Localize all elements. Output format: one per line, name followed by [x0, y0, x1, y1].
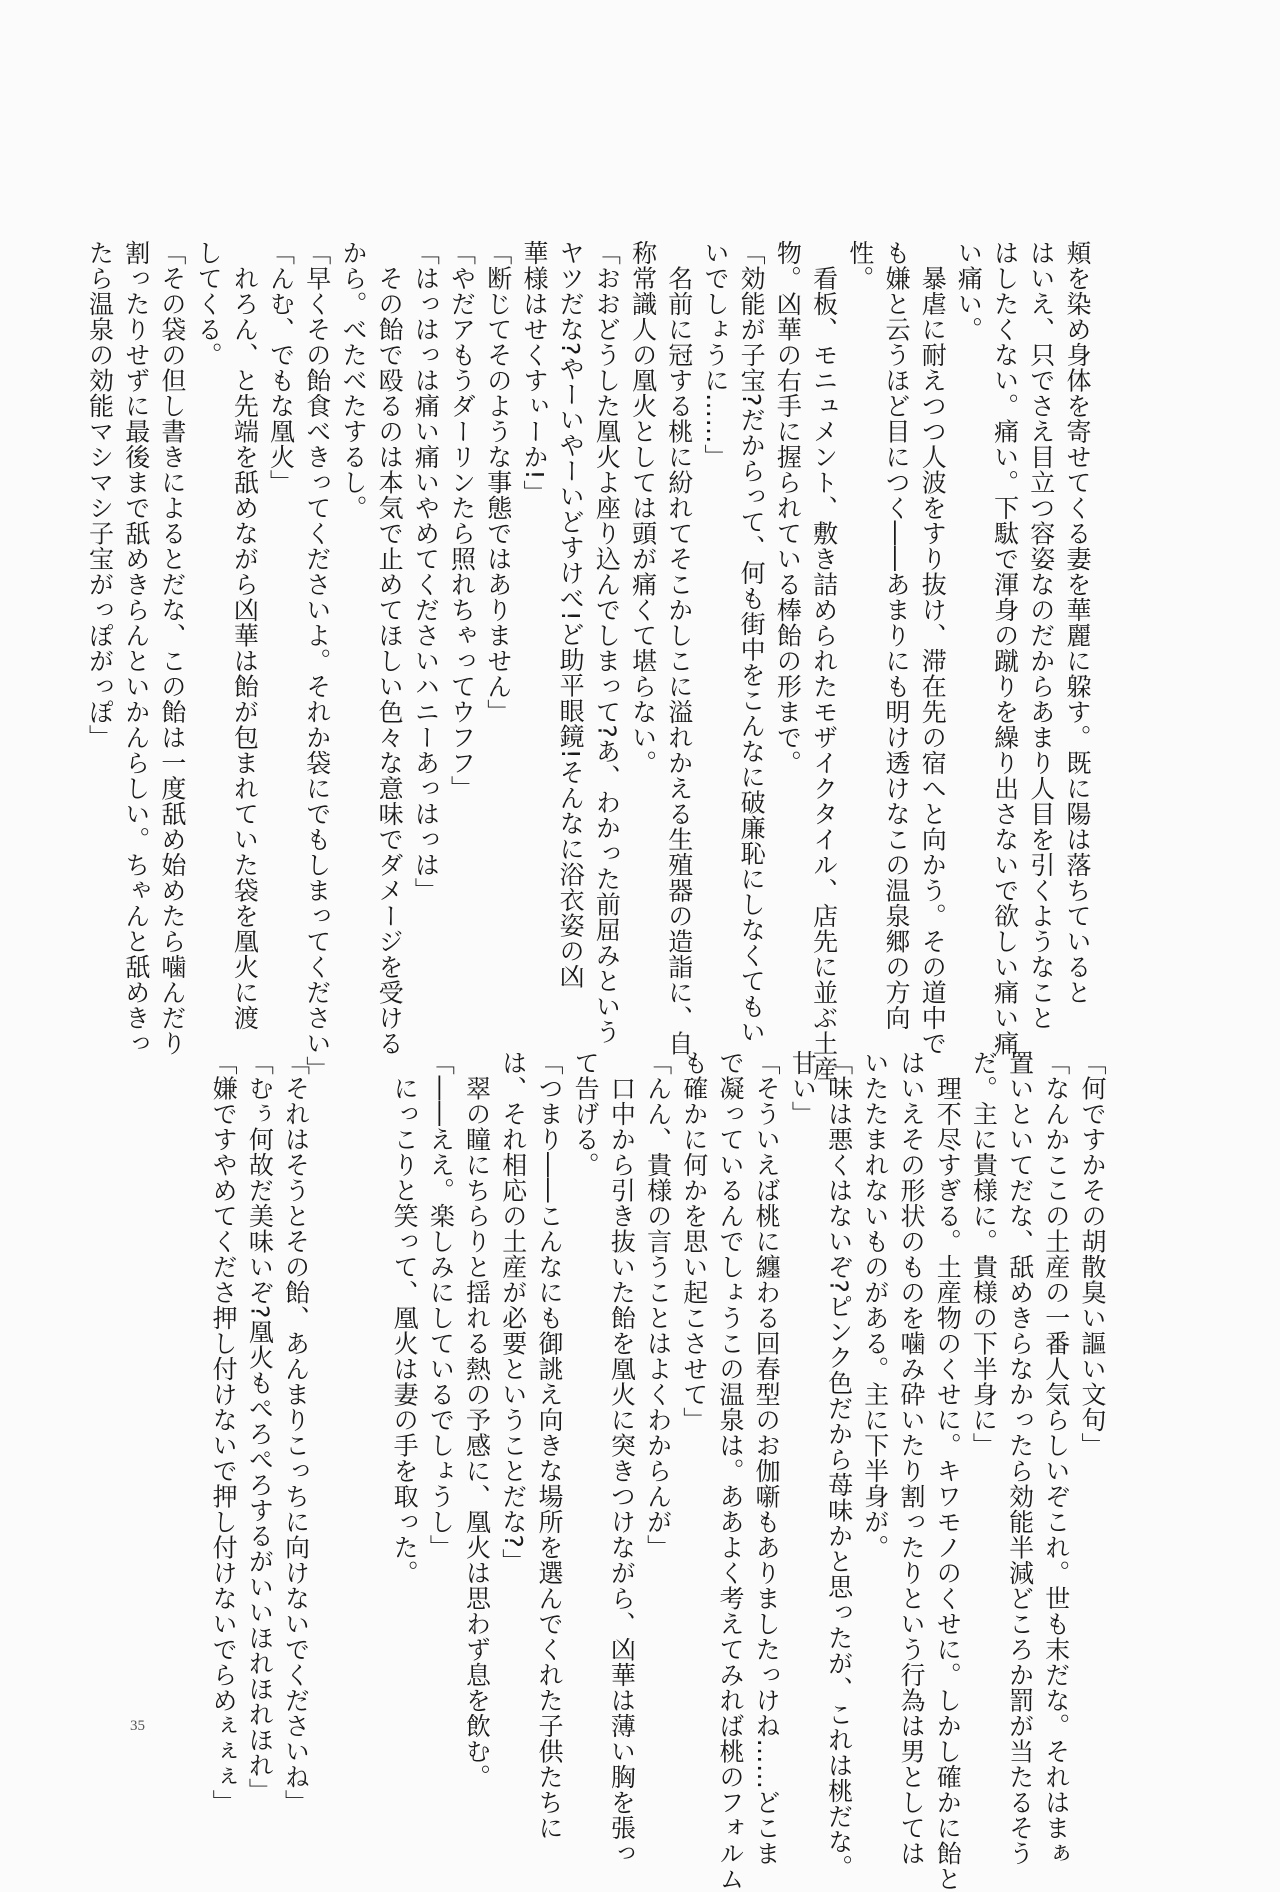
- text-line: 華様はせくすぃーか!」: [519, 240, 549, 506]
- text-line: いたたまれないものがある。主に下半身が。: [860, 1050, 890, 1560]
- text-line: 「んむ、でもな凰火」: [266, 240, 296, 495]
- text-line: たら温泉の効能マシマシ子宝がっぽがっぽ」: [85, 240, 115, 750]
- text-line: だ。主に貴様に。貴様の下半身に」: [969, 1050, 999, 1458]
- text-line: 「その袋の但し書きによるとだな、この飴は一度舐め始めたら噛んだり: [157, 240, 187, 1056]
- text-line: 「やだアもうダーリンたら照れちゃってウフフ」: [447, 240, 477, 801]
- text-line: はいえ、只でさえ目立つ容姿なのだからあまり人目を引くようなこと: [1026, 240, 1056, 1031]
- text-line: 「んん、貴様の言うことはよくわからんが」: [643, 1050, 673, 1560]
- text-line: い痛い。: [954, 240, 984, 342]
- text-line: れろん、と先端を舐めながら凶華は飴が包まれていた袋を凰火に渡: [230, 240, 260, 1031]
- text-line: 翠の瞳にちらりと揺れる熱の予感に、凰火は思わず息を飲む。: [462, 1050, 492, 1790]
- text-line: 「味は悪くはないぞ?ピンク色だから苺味かと思ったが、これは桃だな。: [824, 1050, 854, 1880]
- text-line: も嫌と云うほど目につく――あまりにも明け透けなこの温泉郷の方向: [881, 240, 911, 1031]
- text-block-bottom: [205, 1050, 1110, 1892]
- text-line: 「おおどうした凰火よ座り込んでしまって?あ、わかった前屈みという: [592, 240, 622, 1045]
- text-line: 「はっはっは痛い痛いやめてくださいハニーあっはっは」: [411, 240, 441, 903]
- text-line: 「断じてそのような事態ではありません」: [483, 240, 513, 725]
- text-line: してくる。: [194, 240, 224, 368]
- text-line: 甘い」: [788, 1050, 818, 1127]
- text-line: 置いといてだな、舐めきらなかったら効能半減どころか罰が当たるそう: [1005, 1050, 1035, 1866]
- text-line: 「それはそうとその飴、あんまりこっちに向けないでくださいね」: [281, 1050, 311, 1815]
- text-line: て告げる。: [571, 1050, 601, 1178]
- text-line: 「つまり――こんなにも御誂え向きな場所を選んでくれた子供たちに: [534, 1050, 564, 1841]
- text-line: はしたくない。痛い。下駄で渾身の蹴りを繰り出さないで欲しい痛い痛: [990, 240, 1020, 1056]
- text-line: はいえその形状のものを噛み砕いたり割ったりという行為は男としては: [896, 1050, 926, 1866]
- text-line: 理不尽すぎる。土産物のくせに。キワモノのくせに。しかし確かに飴と: [933, 1050, 963, 1892]
- text-line: にっこりと笑って、凰火は妻の手を取った。: [390, 1050, 420, 1586]
- text-line: 「そういえば桃に纏わる回春型のお伽噺もありましたっけね……どこま: [752, 1050, 782, 1866]
- text-line: から。べたべたするし。: [338, 240, 368, 521]
- text-line: いでしょうに……」: [700, 240, 730, 470]
- text-line: 「なんかここの土産の一番人気らしいぞこれ。世も末だな。それはまぁ: [1041, 1050, 1071, 1866]
- text-line: 割ったりせずに最後まで舐めきらんといかんらしい。ちゃんと舐めきっ: [121, 240, 151, 1056]
- text-line: 「効能が子宝?だからって、何も街中をこんなに破廉恥にしなくてもい: [737, 240, 767, 1045]
- text-line: 名前に冠する桃に紛れてそこかしこに溢れかえる生殖器の造詣に、自: [664, 240, 694, 1056]
- text-line: 口中から引き抜いた飴を凰火に突きつけながら、凶華は薄い胸を張っ: [607, 1050, 637, 1866]
- text-line: は、それ相応の土産が必要ということだな?」: [498, 1050, 528, 1574]
- text-line: 性。: [845, 240, 875, 291]
- text-line: 物。凶華の右手に握られている棒飴の形まで。: [773, 240, 803, 776]
- text-line: 暴虐に耐えつつ人波をすり抜け、滞在先の宿へと向かう。その道中で: [918, 240, 948, 1056]
- text-line: 「むぅ何故だ美味いぞ?凰火もぺろぺろするがいいほれほれほれ」: [245, 1050, 275, 1804]
- text-line: 「――ええ。楽しみにしているでしょうし」: [426, 1050, 456, 1560]
- text-line: 「何ですかその胡散臭い謳い文句」: [1078, 1050, 1107, 1458]
- text-line: 看板、モニュメント、敷き詰められたモザイクタイル、店先に並ぶ土産: [809, 240, 839, 1082]
- text-line: ヤツだな?やーいやーいどすけべ!ど助平眼鏡!そんなに浴衣姿の凶: [556, 240, 586, 989]
- text-line: 「早くその飴食べきってくださいよ。それか袋にでもしまってください」: [302, 240, 332, 1082]
- text-line: も確かに何かを思い起こさせて」: [679, 1050, 709, 1433]
- text-line: 頬を染め身体を寄せてくる妻を華麗に躱す。既に陽は落ちていると: [1063, 240, 1092, 1005]
- text-line: その飴で殴るのは本気で止めてほしい色々な意味でダメージを受ける: [375, 240, 405, 1056]
- text-line: [350, 1050, 386, 1690]
- text-line: [314, 1050, 350, 1690]
- text-line: 「嫌ですやめてくださ押し付けないで押し付けないでらめぇぇぇ」: [209, 1050, 239, 1815]
- text-line: で凝っているんでしょうこの温泉は。ああよく考えてみれば桃のフォルム: [715, 1050, 745, 1892]
- text-line: 称常識人の凰火としては頭が痛くて堪らない。: [628, 240, 658, 776]
- page-number: 35: [130, 1718, 145, 1734]
- text-block-top: [81, 240, 1095, 1082]
